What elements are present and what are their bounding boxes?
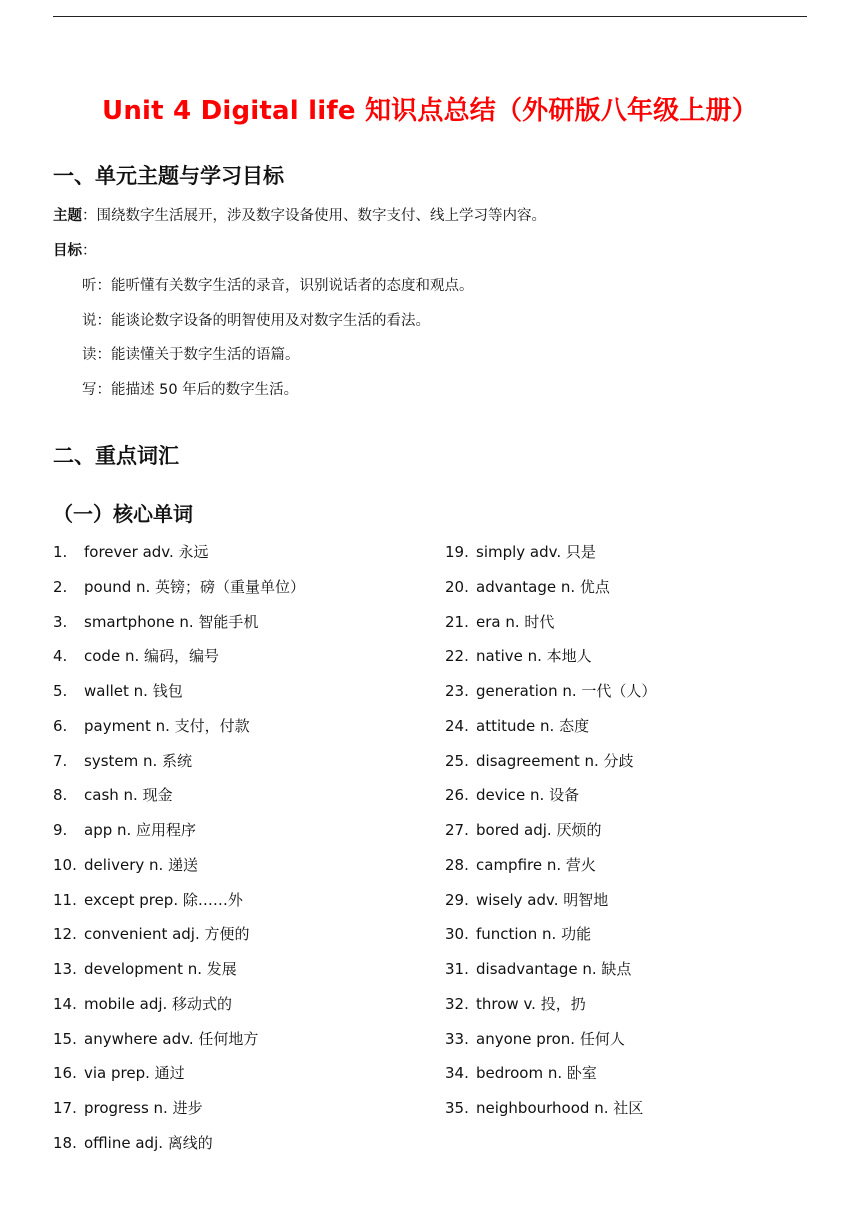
goal-speaking: 说：能谈论数字设备的明智使用及对数字生活的看法。 [82, 313, 430, 329]
word-number: 23. [445, 682, 469, 700]
theme-text: ：围绕数字生活展开，涉及数字设备使用、数字支付、线上学习等内容。 [82, 208, 546, 224]
word-number: 34. [445, 1064, 469, 1083]
word-entry: era n. 时代 [476, 612, 555, 631]
word-number: 16. [53, 1064, 77, 1083]
word-entry: bedroom n. 卧室 [476, 1064, 597, 1083]
word-item [53, 750, 433, 785]
word-item [445, 1028, 825, 1063]
sub-heading-core-words: （一）核心单词 [53, 502, 193, 526]
word-entry: app n. 应用程序 [84, 821, 197, 839]
word-entry: except prep. 除……外 [84, 890, 243, 909]
word-item [53, 854, 433, 889]
word-entry: anywhere adv. 任何地方 [84, 1029, 259, 1048]
word-entry: campfire n. 营火 [476, 855, 596, 874]
goal-reading: 读：能读懂关于数字生活的语篇。 [82, 347, 300, 363]
word-item [53, 784, 433, 819]
word-number: 24. [445, 716, 469, 735]
word-entry: smartphone n. 智能手机 [84, 612, 259, 631]
word-item [53, 819, 433, 854]
word-number: 12. [53, 925, 77, 944]
word-item [445, 645, 825, 680]
word-number: 31. [445, 960, 469, 978]
word-entry: throw v. 投，扔 [476, 994, 586, 1013]
word-number: 13. [53, 960, 77, 978]
word-number: 3. [53, 612, 68, 631]
word-item [445, 611, 825, 646]
word-item [445, 819, 825, 854]
word-number: 30. [445, 925, 469, 944]
word-entry: convenient adj. 方便的 [84, 925, 250, 944]
word-number: 15. [53, 1029, 77, 1048]
word-item [53, 576, 433, 611]
goal-listening: 听：能听懂有关数字生活的录音，识别说话者的态度和观点。 [82, 278, 474, 294]
word-entry: payment n. 支付，付款 [84, 716, 250, 735]
word-number: 7. [53, 751, 68, 770]
theme-line [53, 206, 546, 226]
word-list-left [53, 541, 433, 1167]
word-item [445, 750, 825, 785]
word-entry: advantage n. 优点 [476, 577, 610, 596]
word-item [445, 541, 825, 576]
word-item [53, 680, 433, 715]
word-item [445, 680, 825, 715]
word-entry: neighbourhood n. 社区 [476, 1099, 644, 1117]
word-number: 14. [53, 994, 77, 1013]
word-entry: bored adj. 厌烦的 [476, 821, 602, 839]
header-rule [53, 16, 807, 17]
goals-label: 目标 [53, 243, 82, 259]
word-item [445, 715, 825, 750]
word-number: 35. [445, 1099, 469, 1117]
word-item [445, 993, 825, 1028]
word-item [53, 611, 433, 646]
word-number: 5. [53, 682, 68, 700]
theme-label: 主题 [53, 208, 82, 224]
word-item [445, 923, 825, 958]
document-title: Unit 4 Digital life 知识点总结（外研版八年级上册） [102, 96, 758, 126]
word-item [53, 1062, 433, 1097]
word-entry: progress n. 进步 [84, 1099, 203, 1117]
word-entry: simply adv. 只是 [476, 543, 596, 561]
goal-writing: 写：能描述 50 年后的数字生活。 [82, 382, 299, 398]
word-number: 22. [445, 647, 469, 666]
word-entry: pound n. 英镑；磅（重量单位） [84, 577, 306, 596]
word-item [445, 854, 825, 889]
word-entry: wisely adv. 明智地 [476, 890, 609, 909]
word-number: 26. [445, 786, 469, 805]
word-entry: anyone pron. 任何人 [476, 1029, 625, 1048]
word-item [53, 541, 433, 576]
word-number: 11. [53, 890, 77, 909]
word-number: 32. [445, 994, 469, 1013]
goals-colon: ： [82, 243, 97, 259]
word-entry: code n. 编码，编号 [84, 647, 219, 666]
word-number: 29. [445, 890, 469, 909]
word-entry: native n. 本地人 [476, 647, 592, 666]
word-number: 4. [53, 647, 68, 666]
word-entry: generation n. 一代（人） [476, 682, 657, 700]
word-item [53, 645, 433, 680]
word-entry: development n. 发展 [84, 960, 237, 978]
word-number: 33. [445, 1029, 469, 1048]
word-entry: disadvantage n. 缺点 [476, 960, 632, 978]
word-entry: wallet n. 钱包 [84, 682, 183, 700]
section-heading-vocabulary: 二、重点词汇 [53, 444, 179, 468]
word-list-right [445, 541, 825, 1132]
word-entry: system n. 系统 [84, 751, 193, 770]
word-item [445, 784, 825, 819]
word-item [445, 889, 825, 924]
word-entry: mobile adj. 移动式的 [84, 994, 233, 1013]
word-number: 21. [445, 612, 469, 631]
word-item [53, 1132, 433, 1167]
word-entry: delivery n. 递送 [84, 855, 199, 874]
word-entry: function n. 功能 [476, 925, 592, 944]
word-number: 2. [53, 577, 68, 596]
word-number: 27. [445, 821, 469, 839]
word-item [53, 889, 433, 924]
word-entry: disagreement n. 分歧 [476, 751, 634, 770]
goals-line [53, 241, 97, 261]
word-item [53, 1028, 433, 1063]
section-heading-goals: 一、单元主题与学习目标 [53, 164, 284, 188]
word-number: 6. [53, 716, 68, 735]
word-item [445, 958, 825, 993]
word-item [445, 576, 825, 611]
word-item [53, 923, 433, 958]
word-entry: cash n. 现金 [84, 786, 173, 805]
word-item [445, 1097, 825, 1132]
word-number: 28. [445, 855, 469, 874]
word-entry: forever adv. 永远 [84, 543, 209, 561]
word-item [53, 1097, 433, 1132]
word-entry: via prep. 通过 [84, 1064, 185, 1083]
word-number: 18. [53, 1133, 77, 1152]
word-number: 8. [53, 786, 68, 805]
word-number: 10. [53, 855, 77, 874]
word-entry: attitude n. 态度 [476, 716, 590, 735]
word-number: 20. [445, 577, 469, 596]
word-item [53, 715, 433, 750]
word-number: 9. [53, 821, 68, 839]
word-entry: offline adj. 离线的 [84, 1133, 213, 1152]
word-number: 19. [445, 543, 469, 561]
word-item [53, 993, 433, 1028]
word-number: 1. [53, 543, 68, 561]
word-entry: device n. 设备 [476, 786, 580, 805]
word-number: 25. [445, 751, 469, 770]
word-number: 17. [53, 1099, 77, 1117]
word-item [445, 1062, 825, 1097]
word-item [53, 958, 433, 993]
